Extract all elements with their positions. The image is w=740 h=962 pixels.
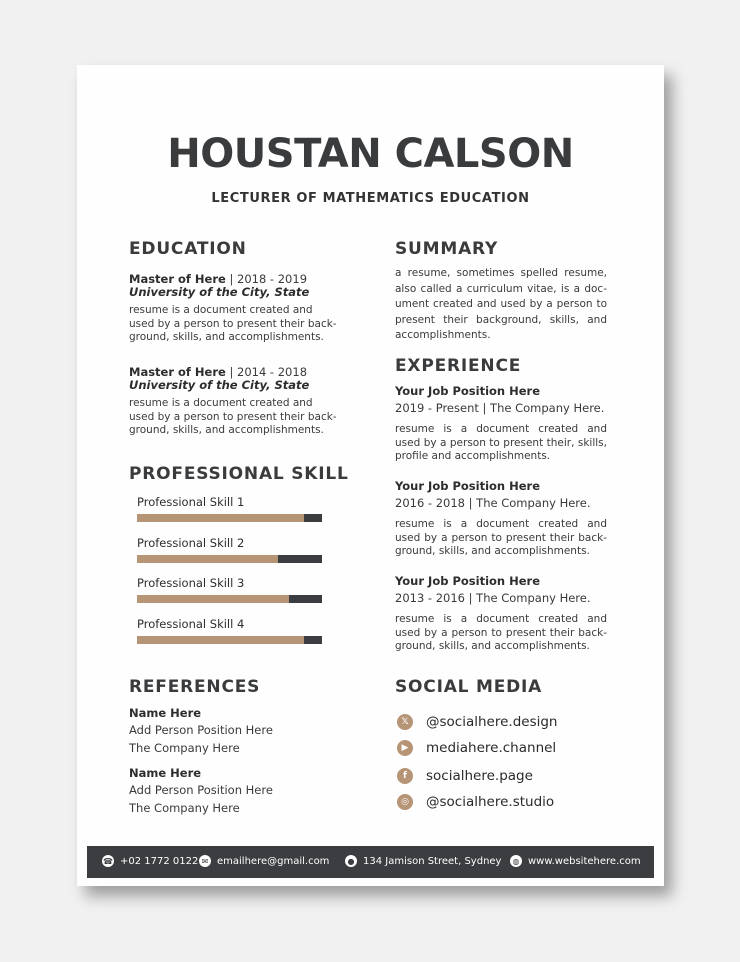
- footer-website-text: www.websitehere.com: [528, 855, 641, 867]
- reference-position: Add Person Position Here: [129, 723, 273, 737]
- youtube-icon: ▶: [397, 740, 413, 756]
- footer-address: [345, 855, 501, 867]
- experience-heading: EXPERIENCE: [395, 356, 522, 376]
- experience-position: Your Job Position Here: [395, 384, 540, 398]
- x-icon: 𝕏: [397, 714, 413, 730]
- summary-heading: SUMMARY: [395, 239, 499, 259]
- skill-bar-fill: [137, 636, 304, 644]
- footer-address-text: 134 Jamison Street, Sydney: [363, 855, 502, 867]
- education-years: | 2018 - 2019: [225, 272, 308, 286]
- phone-icon: ☎: [103, 856, 113, 866]
- candidate-name: HOUSTAN CALSON: [167, 131, 574, 177]
- skills-heading: PROFESSIONAL SKILL: [129, 464, 349, 484]
- skill-bar-fill: [137, 595, 289, 603]
- footer-website[interactable]: [510, 855, 641, 867]
- skill-bar-fill: [137, 555, 278, 563]
- skill-label: Professional Skill 4: [137, 617, 245, 631]
- skill-item: [137, 576, 322, 603]
- experience-item: [395, 479, 607, 559]
- candidate-title: LECTURER OF MATHEMATICS EDUCATION: [211, 191, 530, 206]
- education-degree: Master of Here: [129, 365, 226, 379]
- education-desc: resume is a document created and used by a person to present their back-ground, skills, and accomplishments.: [129, 304, 337, 343]
- education-item: [129, 268, 341, 345]
- footer-phone-text: +02 1772 0122: [120, 855, 199, 867]
- instagram-icon: ◎: [397, 794, 413, 810]
- education-item: [129, 361, 341, 438]
- globe-icon: ◍: [510, 855, 522, 867]
- experience-meta: 2019 - Present | The Company Here.: [395, 401, 605, 415]
- skill-bar-fill: [137, 514, 304, 522]
- experience-meta: 2016 - 2018 | The Company Here.: [395, 496, 591, 510]
- mail-icon: ✉: [199, 855, 211, 867]
- skill-label: Professional Skill 3: [137, 576, 245, 590]
- skill-label: Professional Skill 1: [137, 495, 245, 509]
- footer-email-text: emailhere@gmail.com: [217, 855, 330, 867]
- footer-phone[interactable]: [102, 855, 198, 867]
- location-pin-icon: ●: [345, 855, 357, 867]
- skill-bar: [137, 514, 322, 522]
- footer-email[interactable]: [199, 855, 329, 867]
- education-school: University of the City, State: [129, 378, 310, 392]
- education-desc: resume is a document created and used by a person to present their back-ground, skills, and accomplishments.: [129, 397, 337, 436]
- education-years: | 2014 - 2018: [225, 365, 308, 379]
- skill-item: [137, 617, 322, 644]
- experience-position: Your Job Position Here: [395, 574, 540, 588]
- social-heading: SOCIAL MEDIA: [395, 677, 543, 697]
- education-school: University of the City, State: [129, 285, 310, 299]
- experience-item: [395, 574, 607, 654]
- reference-name: Name Here: [129, 706, 202, 720]
- facebook-icon: f: [397, 768, 413, 784]
- education-degree: Master of Here: [129, 272, 226, 286]
- references-heading: REFERENCES: [129, 677, 261, 697]
- social-item[interactable]: [397, 766, 558, 786]
- social-handle[interactable]: @socialhere.design: [426, 714, 558, 730]
- reference-item: [129, 706, 273, 755]
- skill-bar: [137, 555, 322, 563]
- skill-item: [137, 495, 322, 522]
- experience-meta: 2013 - 2016 | The Company Here.: [395, 591, 591, 605]
- skill-bar: [137, 636, 322, 644]
- social-list: [397, 712, 558, 812]
- social-handle[interactable]: socialhere.page: [426, 768, 533, 784]
- education-heading: EDUCATION: [129, 239, 247, 259]
- social-item[interactable]: [397, 738, 558, 758]
- summary-text: a resume, sometimes spelled resume, also called a curriculum vitae, is a doc-ument created and used by a person to present their background, skills, and accomplishments.: [395, 267, 607, 341]
- experience-desc: resume is a document created and used by a person to present their back-ground, skills, and accomplishments.: [395, 613, 607, 652]
- social-item[interactable]: [397, 712, 558, 732]
- contact-footer: [87, 846, 654, 878]
- reference-position: Add Person Position Here: [129, 783, 273, 797]
- experience-position: Your Job Position Here: [395, 479, 540, 493]
- experience-desc: resume is a document created and used by a person to present their back-ground, skills, and accomplishments.: [395, 518, 607, 557]
- reference-name: Name Here: [129, 766, 202, 780]
- skill-label: Professional Skill 2: [137, 536, 245, 550]
- skill-bar: [137, 595, 322, 603]
- experience-item: [395, 384, 607, 464]
- skill-item: [137, 536, 322, 563]
- reference-company: The Company Here: [129, 801, 240, 815]
- reference-item: [129, 766, 273, 815]
- resume-page: [77, 65, 664, 886]
- experience-desc: resume is a document created and used by a person to present their, skills, profile and accomplishments.: [395, 423, 607, 462]
- social-item[interactable]: [397, 792, 558, 812]
- reference-company: The Company Here: [129, 741, 240, 755]
- social-handle[interactable]: @socialhere.studio: [426, 794, 555, 810]
- social-handle[interactable]: mediahere.channel: [426, 740, 557, 756]
